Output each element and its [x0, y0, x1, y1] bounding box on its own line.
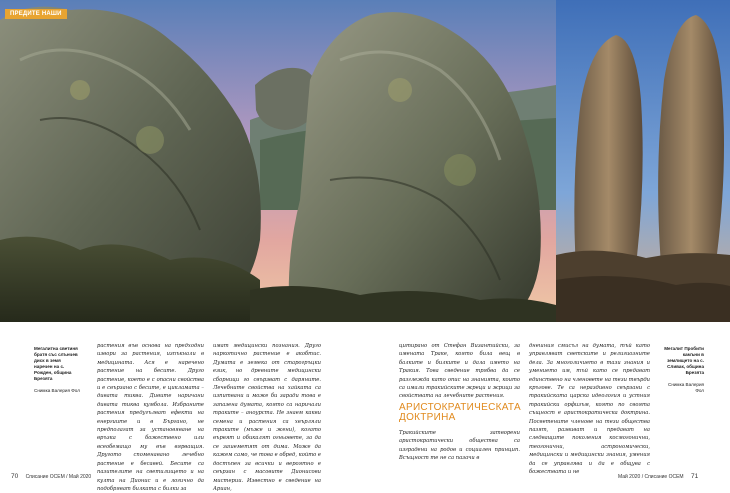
left-caption-credit: Снимка Валерия Фол: [34, 388, 80, 393]
column-3-top: цитирано от Стефан Византийски, за имената Траке, която била вещ в балките и билките и дала името на Тракия. Това сведение трябва да се разглежда като опис на знанията, които са имали тракийските жреци и жрици за свойствата на лечебните растения.: [399, 343, 520, 400]
standing-stones-photo: [556, 0, 730, 322]
right-caption-text: Мегалит Пробити камъни в землището на с. Сливак, община Брезята: [664, 346, 704, 375]
column-3-bottom: Тракийските затворени аристократически общества са изградени на родов и социален принцип. Всъщност те не са пазачи в: [399, 430, 520, 462]
section-tag: ПРЕДИТЕ НАШИ: [5, 9, 67, 19]
page-number-right: 71: [690, 473, 699, 480]
subheading: АРИСТОКРАТИЧЕСКАТА ДОКТРИНА: [399, 402, 521, 423]
left-caption-text: Мегалитна светиня братя със слънчев диск в земя наречен на с. Рожден, община Брезята: [34, 346, 78, 381]
page-number-left: 70: [11, 473, 19, 480]
footer-right: [618, 473, 698, 480]
column-1: растения във основа на предходни извори за растения, изпъкнали в медицината. Ася е наречено растение на бесите. Друго растение, което е с опасни свойства и е свързано с бесите, е цикламата – дивата тиква. Дивите наричани дивата тиква кумбола. Избраните растения предугълват ефекти на енергиите и в Бъргано, не предполагат за установяване на връзка с божествено или всеобемащо му във вярващия. Другото споменавано лечебно растение е бесавей. Бесите са пазителите на светилището и на култа на Дионис и е логично да подобряват билката с билки за: [97, 343, 204, 492]
column-4: днешния смисъл на думата, тъй като управляват светските и религиозните дела. За многоличието в тази знания и умението им, тъй като се предават единствено на членовете на тези твърди кръгове. Те са нераздивно свързани с тракийската царска идеология и устния тракийски орфизъм, която по своята същност е аристократическа доктрина. Посветените членове на тези общества пазят, развиват и предават на следващите поколения космогонични, теогонични, астрономически, медицински и медицински знания, умения да се управлява и да е общува с божествата и не: [529, 343, 650, 476]
left-caption: [34, 346, 80, 394]
right-caption-credit: Снимка Валерия Фол: [668, 382, 704, 393]
right-caption: [660, 346, 704, 394]
magazine-label-left: Списание ОСЕМ / Май 2020: [25, 474, 92, 480]
footer-left: [11, 473, 91, 480]
magazine-label-right: Май 2020 / Списание ОСЕМ: [618, 474, 684, 480]
column-2: имат медицински познания. Друго наркотично растение е акобтис. Думата е земека от старогръцки език, но древните медицински сборници го свързват с даряните. Лечебните свойства на хайката са изпитвани и може би заради това е запазена думата, която са наричали траките – аноурста. Не знаем какви семена и растения са хвърляли траките (мъже и жени), когато вървят и обикалят огньовете, за да се зашеметят от дима. Може да кажем само, че това е обред, който е достъпен за всички и вероятно е свързан с масовите Дионисови мистерии. Известно е сведение на Ариан,: [213, 343, 321, 492]
